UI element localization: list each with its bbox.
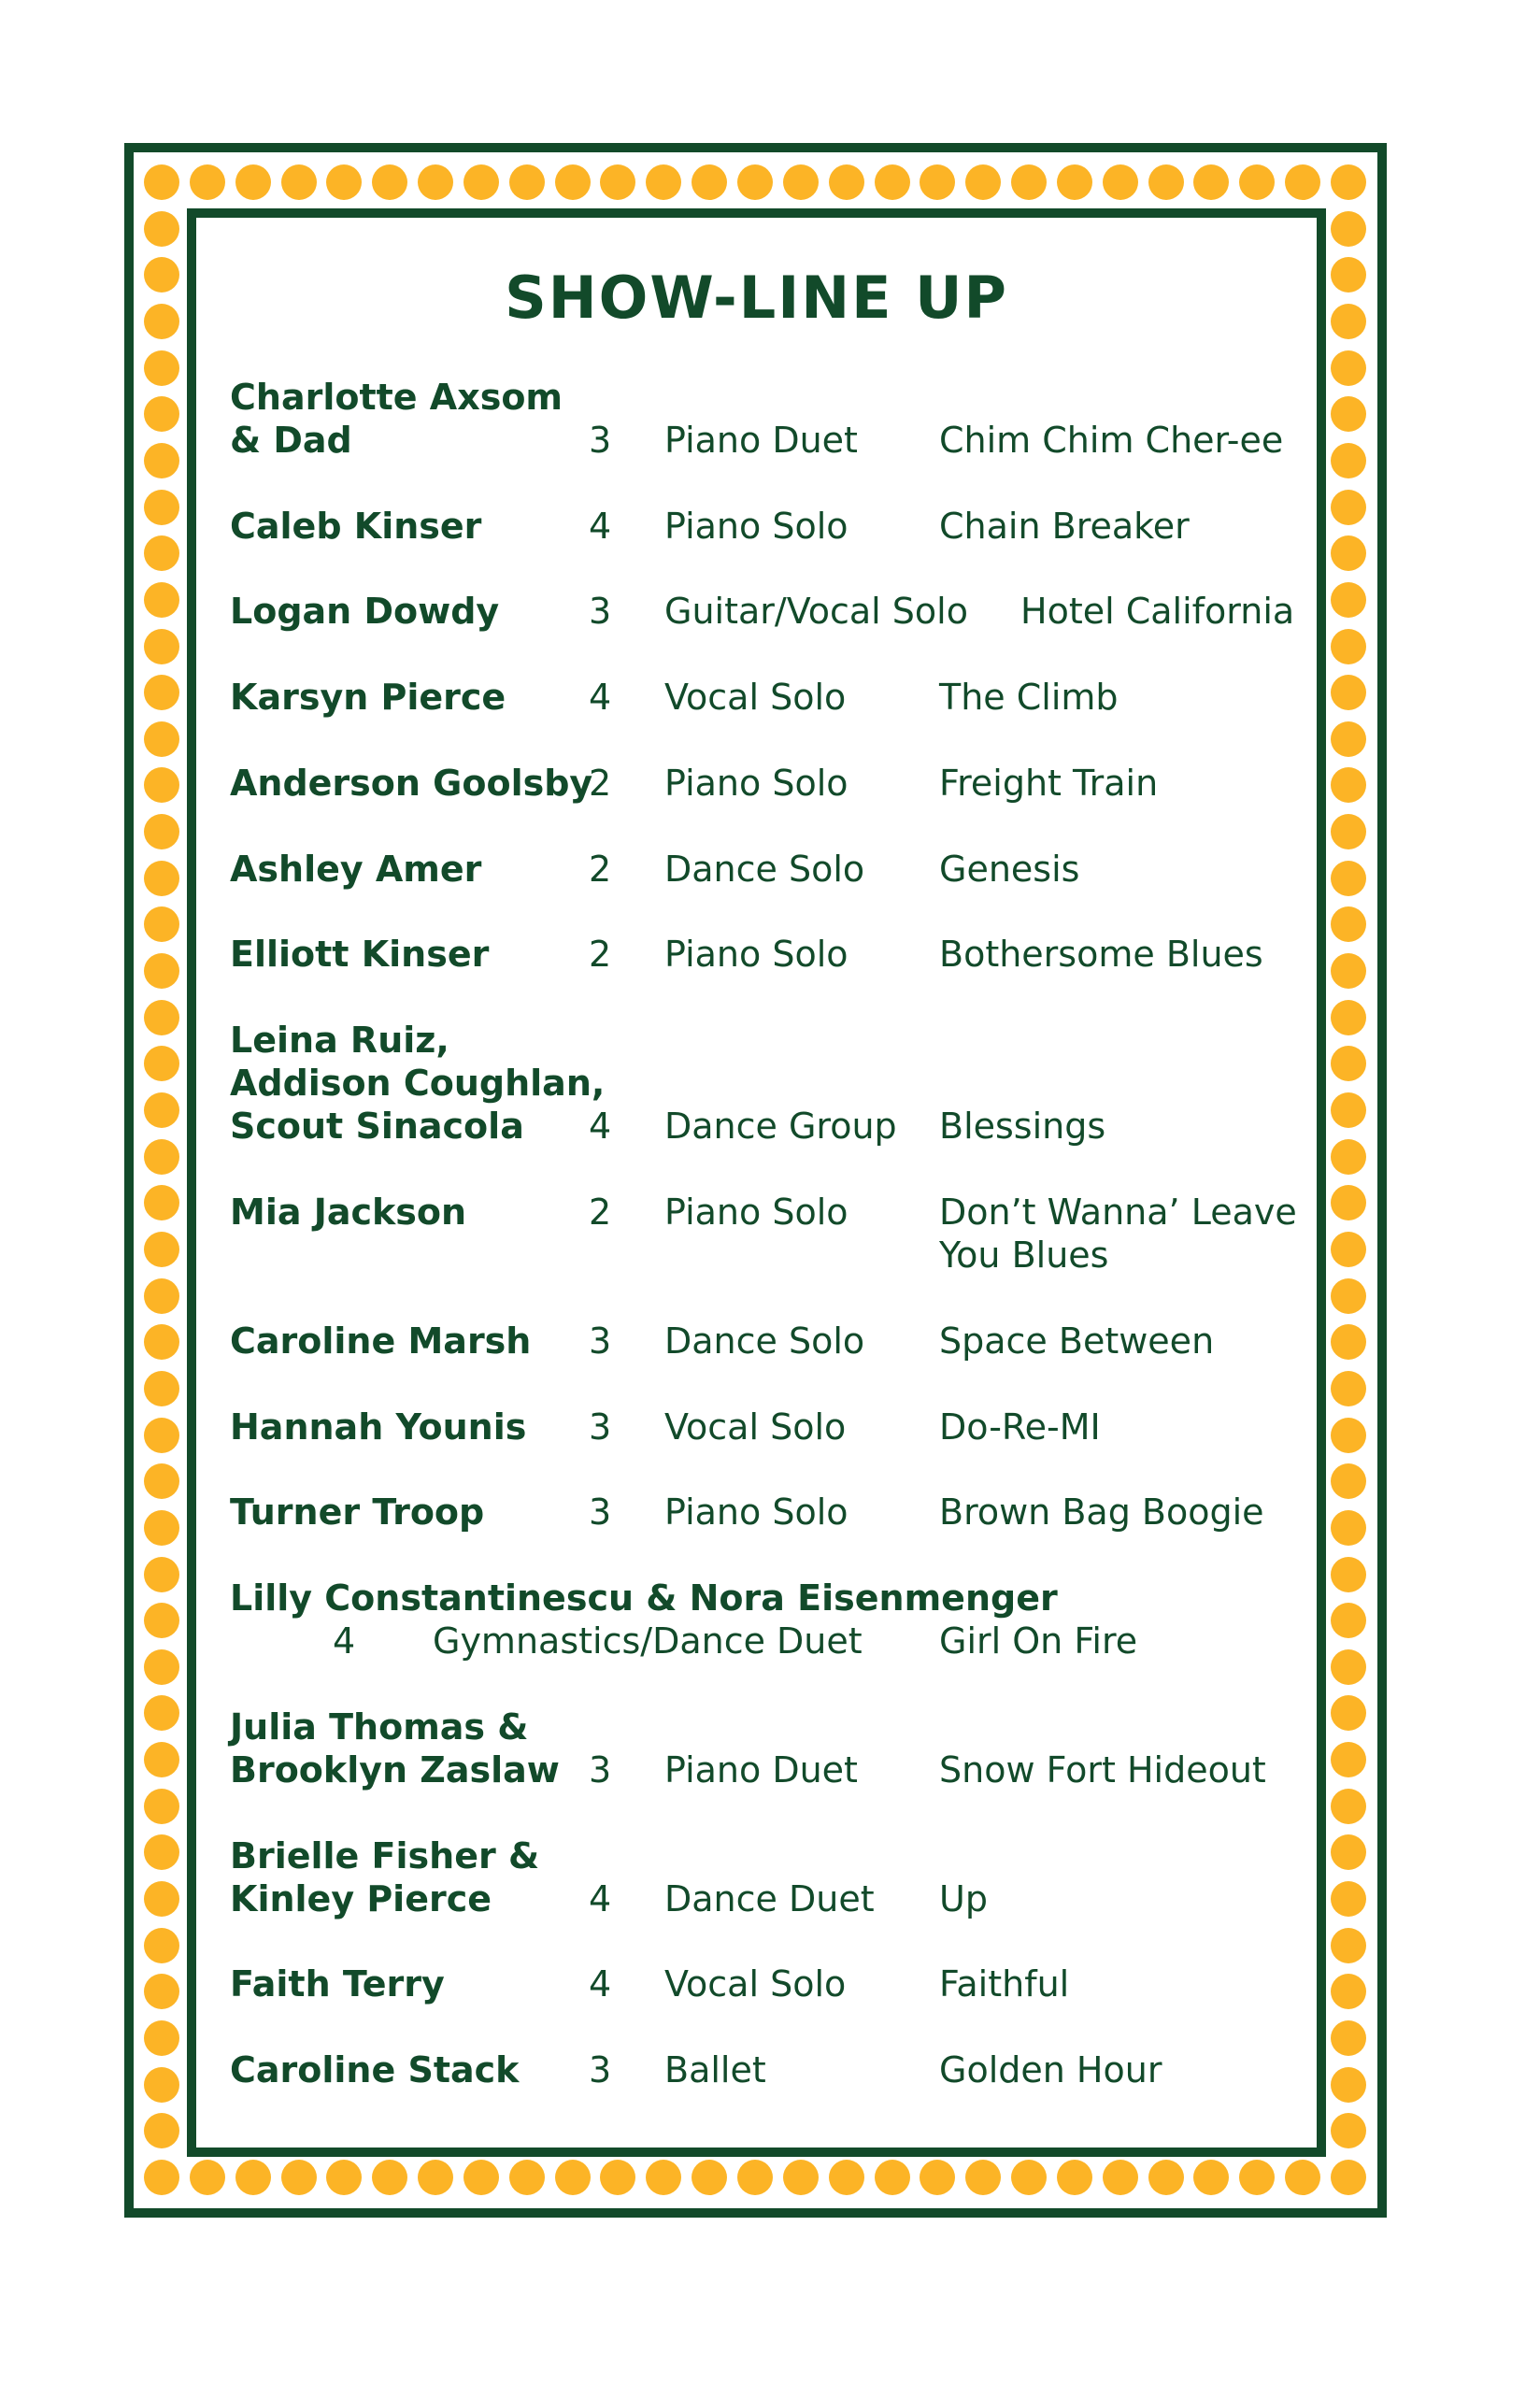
border-dot <box>1331 2160 1366 2195</box>
border-dot <box>1285 164 1320 200</box>
performer-act: Dance Solo <box>664 1320 865 1362</box>
performer-song: Blessings <box>939 1106 1106 1147</box>
page-title: SHOW-LINE UP <box>505 264 1008 332</box>
performer-grade: 2 <box>589 763 612 804</box>
border-dot <box>1331 1881 1366 1917</box>
border-dot <box>281 164 317 200</box>
performer-grade: 4 <box>589 1106 612 1147</box>
performer-grade: 2 <box>589 1192 612 1233</box>
performer-song: Up <box>939 1878 988 1919</box>
border-dot <box>1331 1510 1366 1546</box>
border-dot <box>235 164 271 200</box>
performer-act: Vocal Solo <box>664 677 847 718</box>
performer-name: Brielle Fisher & Kinley Pierce <box>230 1835 540 1919</box>
performer-song: Chain Breaker <box>939 506 1190 547</box>
performer-act: Dance Solo <box>664 849 865 890</box>
border-dot <box>144 721 179 757</box>
border-dot <box>1331 1371 1366 1406</box>
performer-name: Anderson Goolsby <box>230 763 593 804</box>
border-dot <box>463 164 499 200</box>
border-dot <box>1148 2160 1184 2195</box>
border-dot <box>1331 1649 1366 1685</box>
border-dot <box>1331 1463 1366 1499</box>
performer-act: Piano Duet <box>664 420 858 461</box>
performer-act: Piano Solo <box>664 1192 848 1233</box>
border-dot <box>1057 164 1092 200</box>
border-dot <box>1285 2160 1320 2195</box>
performer-name: Leina Ruiz, Addison Coughlan, Scout Sinacola <box>230 1020 606 1147</box>
border-dot <box>144 1742 179 1777</box>
border-dot <box>1103 2160 1138 2195</box>
border-dot <box>1331 721 1366 757</box>
border-dot <box>144 1789 179 1824</box>
border-dot <box>1331 1928 1366 1963</box>
border-dot <box>1331 1324 1366 1360</box>
performer-song: Chim Chim Cher-ee <box>939 420 1284 461</box>
border-dot <box>144 2067 179 2103</box>
performer-act: Gymnastics/Dance Duet <box>433 1620 863 1662</box>
performer-grade: 4 <box>589 677 612 718</box>
performer-name: Mia Jackson <box>230 1192 467 1233</box>
border-dot <box>144 164 179 200</box>
performer-name: Caleb Kinser <box>230 506 482 547</box>
border-dot <box>829 164 864 200</box>
performer-name: Ashley Amer <box>230 849 482 890</box>
border-dot <box>737 164 773 200</box>
border-dot <box>144 1324 179 1360</box>
performer-grade: 4 <box>333 1620 356 1662</box>
performer-song: Freight Train <box>939 763 1159 804</box>
performer-name: Caroline Marsh <box>230 1320 532 1362</box>
performer-song: Don’t Wanna’ Leave You Blues <box>939 1192 1297 1276</box>
performer-name: Faith Terry <box>230 1963 445 2005</box>
performer-grade: 4 <box>589 506 612 547</box>
border-dot <box>875 2160 910 2195</box>
border-dot <box>737 2160 773 2195</box>
border-dot <box>144 1371 179 1406</box>
performer-song: Golden Hour <box>939 2049 1162 2090</box>
border-dot <box>1331 164 1366 200</box>
performer-grade: 4 <box>589 1963 612 2005</box>
border-dot <box>144 1510 179 1546</box>
performer-name: Logan Dowdy <box>230 591 500 632</box>
performer-grade: 4 <box>589 1878 612 1919</box>
border-dot <box>875 164 910 200</box>
border-dot <box>1331 675 1366 710</box>
border-dot <box>372 2160 407 2195</box>
border-dot <box>1331 211 1366 247</box>
border-dot <box>1331 350 1366 386</box>
performer-song: Genesis <box>939 849 1080 890</box>
border-dot <box>1331 1139 1366 1175</box>
border-dot <box>1331 1000 1366 1035</box>
border-dot <box>144 675 179 710</box>
border-dot <box>190 164 225 200</box>
border-dot <box>1331 814 1366 849</box>
performer-song: The Climb <box>939 677 1119 718</box>
border-dot <box>1331 582 1366 618</box>
performer-grade: 3 <box>589 1749 612 1791</box>
border-dot <box>692 2160 727 2195</box>
border-dot <box>144 1928 179 1963</box>
performer-name: Lilly Constantinescu & Nora Eisenmenger <box>230 1577 1058 1619</box>
border-dot <box>144 861 179 896</box>
border-dot <box>144 629 179 664</box>
border-dot <box>1331 1418 1366 1453</box>
performer-act: Dance Group <box>664 1106 897 1147</box>
border-dot <box>1331 1789 1366 1824</box>
border-dot <box>829 2160 864 2195</box>
performer-grade: 3 <box>589 591 612 632</box>
performer-name: Hannah Younis <box>230 1406 527 1448</box>
border-dot <box>1148 164 1184 200</box>
performer-grade: 3 <box>589 1320 612 1362</box>
performer-name: Turner Troop <box>230 1491 485 1533</box>
border-dot <box>144 1092 179 1128</box>
border-dot <box>1331 1092 1366 1128</box>
performer-song: Brown Bag Boogie <box>939 1491 1264 1533</box>
border-dot <box>144 211 179 247</box>
performer-song: Space Between <box>939 1320 1215 1362</box>
border-dot <box>144 1232 179 1267</box>
border-dot <box>144 396 179 432</box>
border-dot <box>144 1139 179 1175</box>
performer-act: Vocal Solo <box>664 1406 847 1448</box>
border-dot <box>1331 1232 1366 1267</box>
border-dot <box>144 490 179 525</box>
border-dot <box>1331 1603 1366 1638</box>
border-dot <box>144 2160 179 2195</box>
border-dot <box>144 1463 179 1499</box>
performer-act: Ballet <box>664 2049 766 2090</box>
border-dot <box>418 2160 453 2195</box>
performer-act: Piano Solo <box>664 1491 848 1533</box>
performer-grade: 2 <box>589 849 612 890</box>
border-dot <box>1011 164 1047 200</box>
border-dot <box>1331 1742 1366 1777</box>
border-dot <box>1331 2020 1366 2056</box>
border-dot <box>692 164 727 200</box>
border-dot <box>372 164 407 200</box>
performer-song: Girl On Fire <box>939 1620 1138 1662</box>
performer-act: Piano Solo <box>664 506 848 547</box>
performer-grade: 3 <box>589 420 612 461</box>
border-dot <box>1331 1278 1366 1314</box>
border-dot <box>144 2020 179 2056</box>
border-dot <box>1057 2160 1092 2195</box>
border-dot <box>509 164 545 200</box>
border-dot <box>1331 535 1366 571</box>
performer-name: Karsyn Pierce <box>230 677 506 718</box>
border-dot <box>1011 2160 1047 2195</box>
border-dot <box>965 164 1001 200</box>
border-dot <box>144 1418 179 1453</box>
border-dot <box>555 164 591 200</box>
border-dot <box>418 164 453 200</box>
border-dot <box>235 2160 271 2195</box>
border-dot <box>144 1278 179 1314</box>
border-dot <box>144 1649 179 1685</box>
border-dot <box>1331 953 1366 989</box>
border-dot <box>509 2160 545 2195</box>
border-dot <box>144 582 179 618</box>
border-dot <box>144 1881 179 1917</box>
performer-name: Charlotte Axsom & Dad <box>230 377 563 461</box>
performer-act: Dance Duet <box>664 1878 875 1919</box>
performer-act: Vocal Solo <box>664 1963 847 2005</box>
border-dot <box>144 535 179 571</box>
performer-grade: 3 <box>589 1406 612 1448</box>
performer-act: Guitar/Vocal Solo <box>664 591 968 632</box>
performer-song: Bothersome Blues <box>939 934 1263 975</box>
border-dot <box>190 2160 225 2195</box>
border-dot <box>144 350 179 386</box>
border-dot <box>1331 1557 1366 1592</box>
performer-act: Piano Duet <box>664 1749 858 1791</box>
performer-song: Snow Fort Hideout <box>939 1749 1266 1791</box>
border-dot <box>144 1000 179 1035</box>
border-dot <box>463 2160 499 2195</box>
performer-grade: 2 <box>589 934 612 975</box>
performer-act: Piano Solo <box>664 763 848 804</box>
border-dot <box>1331 2067 1366 2103</box>
border-dot <box>783 164 819 200</box>
border-dot <box>1103 164 1138 200</box>
border-dot <box>144 814 179 849</box>
performer-song: Do-Re-MI <box>939 1406 1101 1448</box>
border-dot <box>965 2160 1001 2195</box>
border-dot <box>783 2160 819 2195</box>
performer-grade: 3 <box>589 1491 612 1533</box>
border-dot <box>1331 629 1366 664</box>
performer-name: Julia Thomas & Brooklyn Zaslaw <box>230 1706 560 1791</box>
performer-grade: 3 <box>589 2049 612 2090</box>
performer-name: Elliott Kinser <box>230 934 490 975</box>
performer-name: Caroline Stack <box>230 2049 520 2090</box>
border-dot <box>144 1557 179 1592</box>
performer-song: Faithful <box>939 1963 1070 2005</box>
border-dot <box>555 2160 591 2195</box>
border-dot <box>1331 396 1366 432</box>
border-dot <box>144 443 179 478</box>
border-dot <box>144 1603 179 1638</box>
border-dot <box>1331 443 1366 478</box>
border-dot <box>1331 861 1366 896</box>
border-dot <box>1331 304 1366 339</box>
performer-act: Piano Solo <box>664 934 848 975</box>
border-dot <box>144 304 179 339</box>
border-dot <box>281 2160 317 2195</box>
performer-song: Hotel California <box>1020 591 1295 632</box>
border-dot <box>144 953 179 989</box>
border-dot <box>1331 490 1366 525</box>
